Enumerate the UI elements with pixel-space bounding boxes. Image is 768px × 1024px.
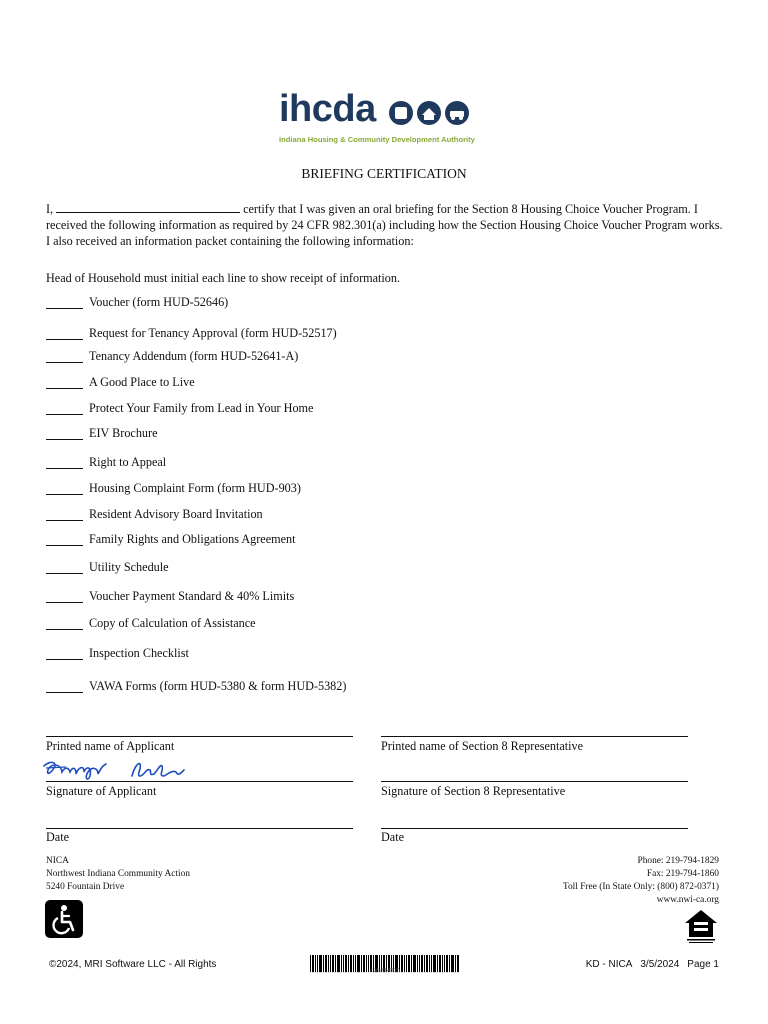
footer-code: KD - NICA bbox=[585, 959, 633, 970]
checklist-item-label: Inspection Checklist bbox=[89, 646, 189, 660]
checklist-item-label: Request for Tenancy Approval (form HUD-52517) bbox=[89, 326, 337, 340]
checklist-item-label: VAWA Forms (form HUD-5380 & form HUD-5382) bbox=[89, 679, 347, 693]
page-title: BRIEFING CERTIFICATION bbox=[301, 166, 467, 181]
logo-circle-icons bbox=[387, 100, 483, 128]
checklist-item-label: Right to Appeal bbox=[89, 455, 167, 469]
applicant-name-blank[interactable] bbox=[56, 201, 240, 213]
initial-line[interactable] bbox=[46, 659, 83, 660]
footer-copyright: ©2024, MRI Software LLC - All Rights bbox=[49, 959, 217, 970]
checklist-item-label: Utility Schedule bbox=[89, 560, 169, 574]
initial-line[interactable] bbox=[46, 573, 83, 574]
printed-rep-label: Printed name of Section 8 Representative bbox=[381, 739, 584, 753]
initial-line[interactable] bbox=[46, 362, 83, 363]
footer-date: 3/5/2024 bbox=[640, 959, 680, 970]
equal-housing-icon bbox=[682, 907, 720, 945]
checklist-item-label: Family Rights and Obligations Agreement bbox=[89, 532, 296, 546]
checklist-item-label: Copy of Calculation of Assistance bbox=[89, 616, 256, 630]
logo-wordmark: ihcda bbox=[279, 88, 376, 130]
accessibility-icon bbox=[45, 900, 83, 938]
contact-info bbox=[563, 855, 719, 907]
applicant-signature bbox=[40, 756, 190, 784]
initial-line[interactable] bbox=[46, 339, 83, 340]
checklist-item-label: EIV Brochure bbox=[89, 426, 158, 440]
checklist-item-label: Voucher Payment Standard & 40% Limits bbox=[89, 589, 295, 603]
footer-meta bbox=[578, 959, 719, 970]
applicant-signature-line[interactable] bbox=[46, 781, 353, 782]
checklist-item-label: Housing Complaint Form (form HUD-903) bbox=[89, 481, 301, 495]
contact-tollfree: Toll Free (In State Only: (800) 872-0371) bbox=[562, 882, 719, 892]
checklist-item-label: Voucher (form HUD-52646) bbox=[89, 295, 229, 309]
contact-web: www.nwi-ca.org bbox=[656, 895, 719, 905]
initial-line[interactable] bbox=[46, 308, 83, 309]
initial-line[interactable] bbox=[46, 692, 83, 693]
initial-line[interactable] bbox=[46, 494, 83, 495]
contact-fax: Fax: 219-794-1860 bbox=[646, 869, 719, 879]
org-address: 5240 Fountain Drive bbox=[46, 882, 125, 892]
checklist-item-label: Protect Your Family from Lead in Your Home bbox=[89, 401, 314, 415]
checklist-item-label: Resident Advisory Board Invitation bbox=[89, 507, 263, 521]
contact-phone: Phone: 219-794-1829 bbox=[637, 856, 719, 866]
date-left-line[interactable] bbox=[46, 828, 353, 829]
initial-line[interactable] bbox=[46, 602, 83, 603]
printed-applicant-line[interactable] bbox=[46, 736, 353, 737]
rep-signature-line[interactable] bbox=[381, 781, 688, 782]
intro-paragraph bbox=[46, 201, 726, 249]
date-left-label: Date bbox=[46, 830, 70, 844]
initial-line[interactable] bbox=[46, 468, 83, 469]
initial-line[interactable] bbox=[46, 439, 83, 440]
printed-rep-line[interactable] bbox=[381, 736, 688, 737]
initial-line[interactable] bbox=[46, 520, 83, 521]
checklist-item-label: Tenancy Addendum (form HUD-52641-A) bbox=[89, 349, 299, 363]
organization-info bbox=[46, 855, 190, 894]
date-right-label: Date bbox=[381, 830, 405, 844]
ihcda-logo bbox=[279, 88, 489, 148]
initial-line[interactable] bbox=[46, 414, 83, 415]
printed-applicant-label: Printed name of Applicant bbox=[46, 739, 175, 753]
barcode-number: c'36e9b4807\ bbox=[370, 968, 400, 974]
date-right-line[interactable] bbox=[381, 828, 688, 829]
intro-prefix: I, bbox=[46, 202, 54, 216]
initial-line[interactable] bbox=[46, 629, 83, 630]
applicant-signature-label: Signature of Applicant bbox=[46, 784, 157, 798]
rep-signature-label: Signature of Section 8 Representative bbox=[381, 784, 566, 798]
intro-text: certify that I was given an oral briefing for the Section 8 Housing Choice Voucher Program. I received the following information as required by 24 CFR 982.301(a) including how the Section Housing Choice Voucher Program works. I also received an information packet containing the following information: bbox=[46, 202, 723, 248]
initial-line[interactable] bbox=[46, 545, 83, 546]
instruction-text: Head of Household must initial each line to show receipt of information. bbox=[46, 271, 401, 285]
footer-page: Page 1 bbox=[687, 959, 719, 970]
initial-line[interactable] bbox=[46, 388, 83, 389]
logo-subtitle: Indiana Housing & Community Development Authority bbox=[279, 135, 475, 144]
org-short: NICA bbox=[46, 856, 69, 866]
org-name: Northwest Indiana Community Action bbox=[46, 869, 190, 879]
checklist-item-label: A Good Place to Live bbox=[89, 375, 195, 389]
